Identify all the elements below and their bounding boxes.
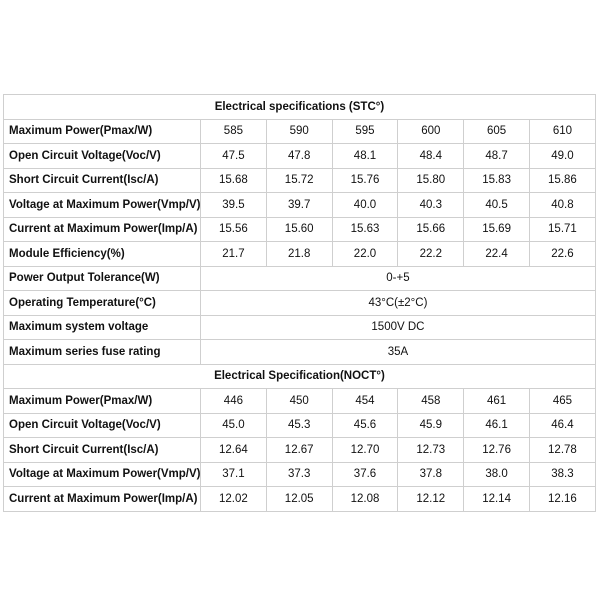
value-cell: 22.6	[529, 242, 595, 267]
value-cell: 15.83	[464, 168, 530, 193]
value-cell: 45.9	[398, 413, 464, 438]
spec-table-body	[4, 95, 596, 512]
value-cell: 590	[266, 119, 332, 144]
value-cell: 12.16	[529, 487, 595, 512]
table-row	[4, 119, 596, 144]
row-label: Short Circuit Current(Isc/A)	[4, 168, 201, 193]
value-cell: 22.4	[464, 242, 530, 267]
value-cell: 37.8	[398, 462, 464, 487]
table-row	[4, 217, 596, 242]
electrical-spec-table	[3, 94, 596, 512]
spanning-value-cell: 35A	[201, 340, 596, 365]
value-cell: 12.12	[398, 487, 464, 512]
table-row	[4, 389, 596, 414]
value-cell: 15.60	[266, 217, 332, 242]
value-cell: 446	[201, 389, 267, 414]
value-cell: 461	[464, 389, 530, 414]
table-row	[4, 168, 596, 193]
value-cell: 48.1	[332, 144, 398, 169]
value-cell: 600	[398, 119, 464, 144]
value-cell: 15.63	[332, 217, 398, 242]
value-cell: 40.3	[398, 193, 464, 218]
stc-section-title: Electrical specifications (STC°)	[4, 95, 596, 120]
row-label: Module Efficiency(%)	[4, 242, 201, 267]
spanning-value-cell: 43°C(±2°C)	[201, 291, 596, 316]
value-cell: 585	[201, 119, 267, 144]
value-cell: 15.56	[201, 217, 267, 242]
value-cell: 40.0	[332, 193, 398, 218]
table-row	[4, 266, 596, 291]
value-cell: 15.80	[398, 168, 464, 193]
value-cell: 38.0	[464, 462, 530, 487]
row-label: Voltage at Maximum Power(Vmp/V)	[4, 193, 201, 218]
row-label: Current at Maximum Power(Imp/A)	[4, 217, 201, 242]
value-cell: 39.7	[266, 193, 332, 218]
value-cell: 48.7	[464, 144, 530, 169]
value-cell: 15.76	[332, 168, 398, 193]
value-cell: 45.0	[201, 413, 267, 438]
table-row	[4, 144, 596, 169]
value-cell: 454	[332, 389, 398, 414]
stc-title-row	[4, 95, 596, 120]
table-row	[4, 193, 596, 218]
value-cell: 15.71	[529, 217, 595, 242]
row-label: Current at Maximum Power(Imp/A)	[4, 487, 201, 512]
value-cell: 38.3	[529, 462, 595, 487]
value-cell: 21.7	[201, 242, 267, 267]
value-cell: 47.8	[266, 144, 332, 169]
value-cell: 450	[266, 389, 332, 414]
table-row	[4, 413, 596, 438]
value-cell: 12.08	[332, 487, 398, 512]
row-label: Operating Temperature(°C)	[4, 291, 201, 316]
value-cell: 12.78	[529, 438, 595, 463]
row-label: Maximum Power(Pmax/W)	[4, 389, 201, 414]
value-cell: 37.6	[332, 462, 398, 487]
value-cell: 12.73	[398, 438, 464, 463]
row-label: Short Circuit Current(Isc/A)	[4, 438, 201, 463]
value-cell: 22.2	[398, 242, 464, 267]
value-cell: 15.69	[464, 217, 530, 242]
value-cell: 605	[464, 119, 530, 144]
value-cell: 12.76	[464, 438, 530, 463]
table-row	[4, 242, 596, 267]
value-cell: 48.4	[398, 144, 464, 169]
value-cell: 15.66	[398, 217, 464, 242]
value-cell: 12.70	[332, 438, 398, 463]
value-cell: 37.1	[201, 462, 267, 487]
value-cell: 12.14	[464, 487, 530, 512]
value-cell: 39.5	[201, 193, 267, 218]
table-row	[4, 438, 596, 463]
row-label: Maximum system voltage	[4, 315, 201, 340]
value-cell: 21.8	[266, 242, 332, 267]
value-cell: 12.05	[266, 487, 332, 512]
value-cell: 12.64	[201, 438, 267, 463]
row-label: Voltage at Maximum Power(Vmp/V)	[4, 462, 201, 487]
value-cell: 45.6	[332, 413, 398, 438]
table-row	[4, 291, 596, 316]
row-label: Maximum series fuse rating	[4, 340, 201, 365]
table-row	[4, 315, 596, 340]
spanning-value-cell: 1500V DC	[201, 315, 596, 340]
value-cell: 15.86	[529, 168, 595, 193]
value-cell: 46.4	[529, 413, 595, 438]
row-label: Maximum Power(Pmax/W)	[4, 119, 201, 144]
value-cell: 15.68	[201, 168, 267, 193]
value-cell: 37.3	[266, 462, 332, 487]
value-cell: 12.02	[201, 487, 267, 512]
table-row	[4, 487, 596, 512]
value-cell: 15.72	[266, 168, 332, 193]
value-cell: 595	[332, 119, 398, 144]
value-cell: 46.1	[464, 413, 530, 438]
value-cell: 47.5	[201, 144, 267, 169]
noct-title-row	[4, 364, 596, 389]
value-cell: 465	[529, 389, 595, 414]
table-row	[4, 462, 596, 487]
value-cell: 458	[398, 389, 464, 414]
row-label: Open Circuit Voltage(Voc/V)	[4, 413, 201, 438]
value-cell: 610	[529, 119, 595, 144]
value-cell: 45.3	[266, 413, 332, 438]
value-cell: 12.67	[266, 438, 332, 463]
noct-section-title: Electrical Specification(NOCT°)	[4, 364, 596, 389]
value-cell: 40.5	[464, 193, 530, 218]
row-label: Open Circuit Voltage(Voc/V)	[4, 144, 201, 169]
table-row	[4, 340, 596, 365]
value-cell: 49.0	[529, 144, 595, 169]
value-cell: 40.8	[529, 193, 595, 218]
value-cell: 22.0	[332, 242, 398, 267]
row-label: Power Output Tolerance(W)	[4, 266, 201, 291]
spanning-value-cell: 0-+5	[201, 266, 596, 291]
